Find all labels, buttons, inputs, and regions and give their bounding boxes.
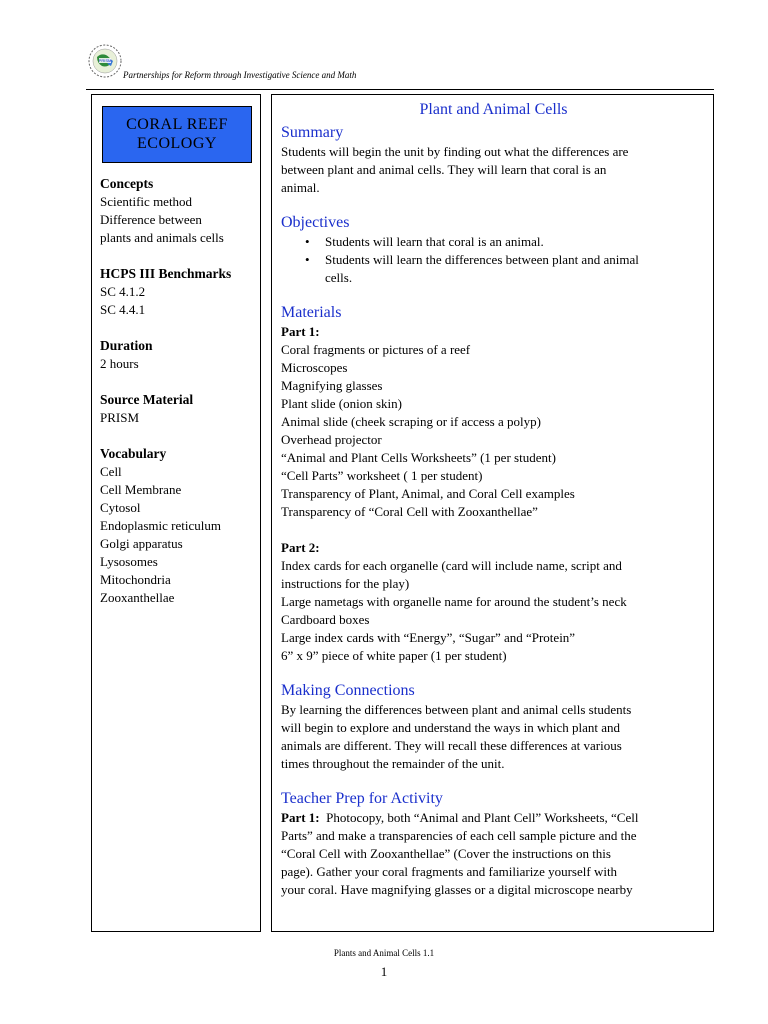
text-line: animal.: [281, 180, 320, 195]
material-item: Transparency of Plant, Animal, and Coral Cell examples: [281, 486, 575, 501]
summary-heading: Summary: [281, 124, 344, 141]
page-number: 1: [380, 964, 388, 979]
text-line: will begin to explore and understand the ways in which plant and: [281, 720, 621, 735]
material-item: “Animal and Plant Cells Worksheets” (1 per student): [281, 450, 556, 465]
sidebar-content: [100, 175, 258, 625]
objective-item: [305, 251, 706, 287]
unit-title-line: CORAL REEF: [126, 116, 228, 133]
running-footer: Plants and Animal Cells 1.1: [333, 948, 435, 958]
text-line: Students will learn the differences between plant and animal: [325, 252, 639, 267]
material-item: Index cards for each organelle (card will include name, script and: [281, 558, 622, 573]
text-line: Students will begin the unit by finding out what the differences are: [281, 144, 629, 159]
main-panel: [271, 94, 714, 932]
unit-title-line: ECOLOGY: [137, 135, 217, 152]
vocabulary-heading: Vocabulary: [100, 446, 167, 461]
material-item: “Cell Parts” worksheet ( 1 per student): [281, 468, 483, 483]
text-line: page). Gather your coral fragments and familiarize yourself with: [281, 864, 618, 879]
text-line: your coral. Have magnifying glasses or a digital microscope nearby: [281, 882, 633, 897]
vocab-item: Cell: [100, 464, 122, 479]
unit-title-box: [102, 106, 252, 163]
duration-section: [100, 337, 258, 373]
vocabulary-section: [100, 445, 258, 607]
main-content: [281, 99, 706, 899]
objectives-heading: Objectives: [281, 214, 350, 231]
material-item: instructions for the play): [281, 576, 410, 591]
material-item: Large nametags with organelle name for around the student’s neck: [281, 594, 627, 609]
sidebar-panel: [91, 94, 261, 932]
spacer: [281, 521, 706, 539]
text-line: times throughout the remainder of the unit.: [281, 756, 505, 771]
prism-logo-icon: [88, 44, 122, 78]
source-heading: Source Material: [100, 392, 194, 407]
part1-label: Part 1:: [281, 324, 320, 339]
duration-heading: Duration: [100, 338, 153, 353]
material-item: Overhead projector: [281, 432, 382, 447]
summary-text: [281, 143, 706, 197]
concept-item: Scientific method: [100, 194, 193, 209]
vocab-item: Lysosomes: [100, 554, 158, 569]
text-line: between plant and animal cells. They will learn that coral is an: [281, 162, 607, 177]
text-line: [281, 809, 706, 827]
text-line: Students will learn that coral is an animal.: [325, 234, 544, 249]
duration-value: 2 hours: [100, 356, 139, 371]
svg-text:PRISM: PRISM: [98, 58, 112, 63]
text-line: Parts” and make a transparencies of each cell sample picture and the: [281, 828, 637, 843]
text-line: “Coral Cell with Zooxanthellae” (Cover the instructions on this: [281, 846, 611, 861]
teacher-prep-heading: Teacher Prep for Activity: [281, 790, 443, 807]
concept-item: plants and animals cells: [100, 230, 224, 245]
material-item: 6” x 9” piece of white paper (1 per student): [281, 648, 507, 663]
objectives-list: [281, 233, 706, 287]
objective-item: [305, 233, 706, 251]
concepts-heading: Concepts: [100, 176, 154, 191]
part2-label: Part 2:: [281, 540, 320, 555]
concepts-section: [100, 175, 258, 247]
material-item: Animal slide (cheek scraping or if access a polyp): [281, 414, 541, 429]
text-line: cells.: [325, 270, 353, 285]
header-tagline: Partnerships for Reform through Investigative Science and Math: [123, 70, 357, 80]
source-value: PRISM: [100, 410, 140, 425]
connections-heading: Making Connections: [281, 682, 415, 699]
materials-heading: Materials: [281, 304, 342, 321]
material-item: Transparency of “Coral Cell with Zooxanthellae”: [281, 504, 538, 519]
text-line: By learning the differences between plant and animal cells students: [281, 702, 632, 717]
source-section: [100, 391, 258, 427]
vocab-item: Endoplasmic reticulum: [100, 518, 221, 533]
material-item: Coral fragments or pictures of a reef: [281, 342, 471, 357]
vocab-item: Golgi apparatus: [100, 536, 183, 551]
benchmark-item: SC 4.4.1: [100, 302, 146, 317]
material-item: Microscopes: [281, 360, 348, 375]
prep-text: Photocopy, both “Animal and Plant Cell” Worksheets, “Cell: [319, 810, 639, 825]
prep-part1-label: Part 1:: [281, 810, 320, 825]
concept-item: Difference between: [100, 212, 202, 227]
vocab-item: Mitochondria: [100, 572, 171, 587]
page-header: [88, 44, 708, 86]
header-divider: [86, 89, 714, 90]
document-title: Plant and Animal Cells: [419, 101, 568, 118]
benchmarks-heading: HCPS III Benchmarks: [100, 266, 232, 281]
material-item: Magnifying glasses: [281, 378, 383, 393]
material-item: Cardboard boxes: [281, 612, 370, 627]
benchmark-item: SC 4.1.2: [100, 284, 146, 299]
material-item: Plant slide (onion skin): [281, 396, 402, 411]
benchmarks-section: [100, 265, 258, 319]
vocab-item: Cytosol: [100, 500, 141, 515]
material-item: Large index cards with “Energy”, “Sugar” and “Protein”: [281, 630, 576, 645]
text-line: animals are different. They will recall these differences at various: [281, 738, 622, 753]
vocab-item: Cell Membrane: [100, 482, 182, 497]
vocab-item: Zooxanthellae: [100, 590, 175, 605]
